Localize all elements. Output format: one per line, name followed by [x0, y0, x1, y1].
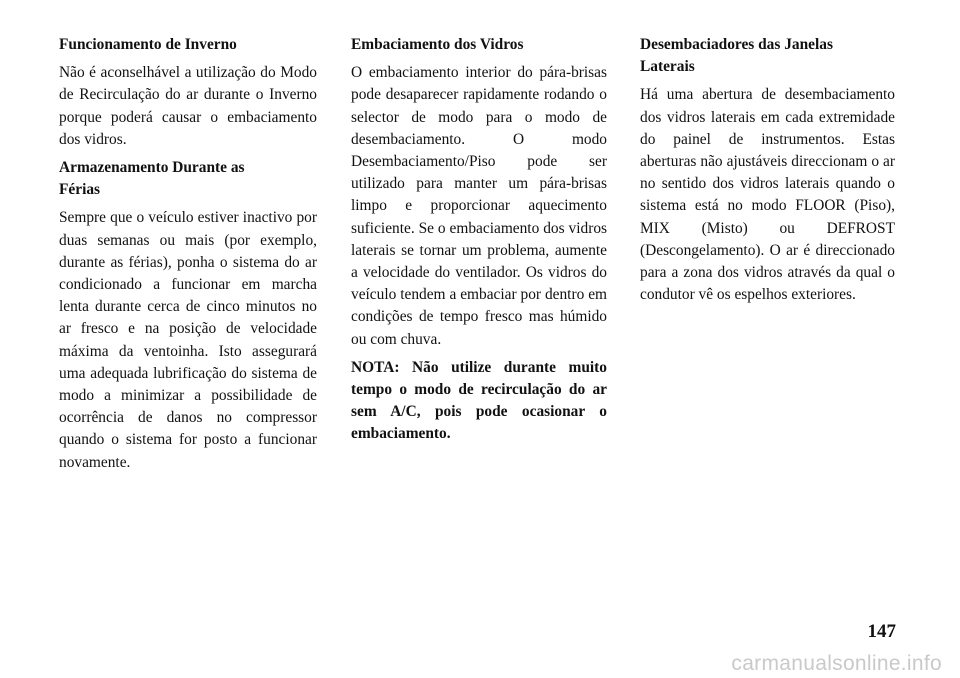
- heading-vacation-storage-line2: Férias: [59, 181, 101, 199]
- paragraph-side-window-demisters: Há uma abertura de desembaciamento dos vidros laterais em cada extremidade do painel de instrumentos. Estas aberturas não ajustáveis direccionam o ar no sentido dos vidros laterais quando o sistema está no modo FLOOR (Piso), MIX (Misto) ou DEFROST (Descongelamento). O ar é direccionado para a zona dos vidros através da qual o condutor vê os espelhos exteriores.: [640, 86, 895, 304]
- heading-side-window-demisters: [640, 34, 895, 78]
- heading-vacation-storage: [59, 157, 317, 201]
- note-recirculation-warning: NOTA: Não utilize durante muito tempo o modo de recirculação do ar sem A/C, pois pode ocasionar o embaciamento.: [351, 358, 607, 443]
- heading-side-window-demisters-line1: Desembaciadores das Janelas: [640, 36, 833, 53]
- column-left: [59, 34, 317, 480]
- heading-window-fogging: Embaciamento dos Vidros: [351, 36, 524, 53]
- column-middle: [351, 34, 607, 446]
- column-right: [640, 34, 895, 312]
- heading-vacation-storage-line1: Armazenamento Durante as: [59, 159, 245, 177]
- heading-winter-operation: Funcionamento de Inverno: [59, 36, 237, 53]
- paragraph-vacation-storage: Sempre que o veículo estiver inactivo por duas semanas ou mais (por exemplo, durante as férias), ponha o sistema do ar condicionado a funcionar em marcha lenta durante cerca de cinco minutos no ar fresco e na posição de velocidade máxima da ventoinha. Isto assegurará uma adequada lubrificação do sistema de modo a minimizar a possibilidade de ocorrência de danos no compressor quando o sistema for posto a funcionar novamente.: [59, 209, 317, 471]
- heading-side-window-demisters-line2: Laterais: [640, 58, 695, 76]
- paragraph-winter-operation: Não é aconselhável a utilização do Modo de Recirculação do ar durante o Inverno porque poderá causar o embaciamento dos vidros.: [59, 64, 317, 148]
- paragraph-window-fogging: O embaciamento interior do pára-brisas pode desaparecer rapidamente rodando o selector de modo para o modo de desembaciamento. O modo Desembaciamento/Piso pode ser utilizado para manter um pára-brisas limpo e proporcionar aquecimento suficiente. Se o embaciamento dos vidros laterais se tornar um problema, aumente a velocidade do ventilador. Os vidros do veículo tendem a embaciar por dentro em condições de tempo fresco mas húmido ou com chuva.: [351, 64, 607, 348]
- watermark-text: carmanualsonline.info: [731, 652, 942, 675]
- page-number: 147: [867, 621, 896, 642]
